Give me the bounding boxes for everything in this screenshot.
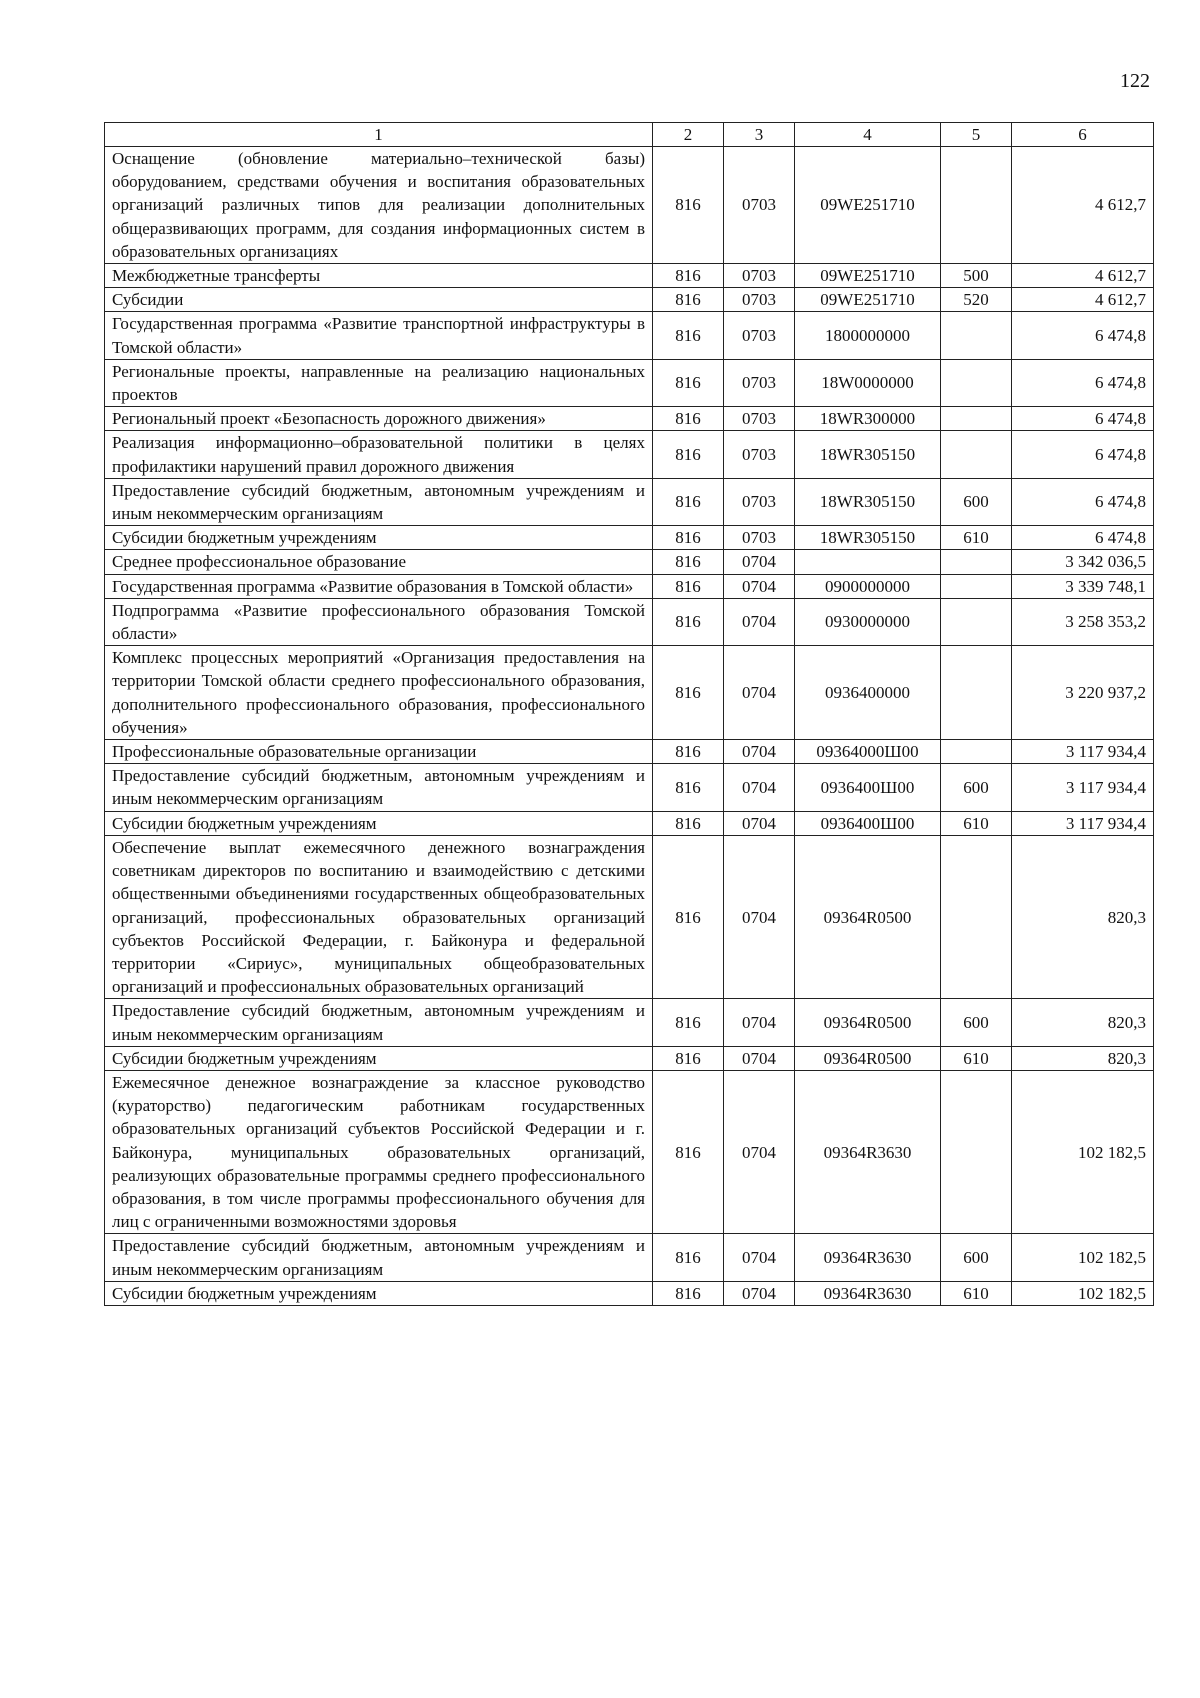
table-row xyxy=(105,1234,1154,1281)
row-ministry-code: 816 xyxy=(653,598,724,645)
row-section-code: 0704 xyxy=(724,1234,795,1281)
row-amount: 820,3 xyxy=(1012,1046,1154,1070)
table-row xyxy=(105,431,1154,478)
row-expense-type: 610 xyxy=(941,1046,1012,1070)
row-name: Комплекс процессных мероприятий «Организация предоставления на территории Томской области среднего профессионального образования, дополнительного профессионального образования, профессионального обучения» xyxy=(105,646,653,740)
table-row xyxy=(105,811,1154,835)
budget-table xyxy=(104,122,1154,1306)
row-expense-type: 600 xyxy=(941,764,1012,811)
row-section-code: 0703 xyxy=(724,431,795,478)
row-target-article: 09364R3630 xyxy=(795,1234,941,1281)
row-name: Предоставление субсидий бюджетным, автономным учреждениям и иным некоммерческим организациям xyxy=(105,478,653,525)
row-ministry-code: 816 xyxy=(653,574,724,598)
row-amount: 3 117 934,4 xyxy=(1012,811,1154,835)
row-section-code: 0704 xyxy=(724,1281,795,1305)
row-expense-type: 610 xyxy=(941,811,1012,835)
row-ministry-code: 816 xyxy=(653,1281,724,1305)
row-section-code: 0704 xyxy=(724,835,795,998)
row-expense-type xyxy=(941,550,1012,574)
row-target-article: 0900000000 xyxy=(795,574,941,598)
table-row xyxy=(105,478,1154,525)
row-name: Региональный проект «Безопасность дорожного движения» xyxy=(105,407,653,431)
table-row xyxy=(105,312,1154,359)
row-expense-type: 600 xyxy=(941,1234,1012,1281)
row-ministry-code: 816 xyxy=(653,1234,724,1281)
row-section-code: 0704 xyxy=(724,764,795,811)
row-target-article xyxy=(795,550,941,574)
row-expense-type xyxy=(941,312,1012,359)
row-name: Региональные проекты, направленные на реализацию национальных проектов xyxy=(105,359,653,406)
row-target-article: 09364000Ш00 xyxy=(795,740,941,764)
row-expense-type: 610 xyxy=(941,526,1012,550)
row-ministry-code: 816 xyxy=(653,835,724,998)
row-section-code: 0703 xyxy=(724,526,795,550)
row-name: Среднее профессиональное образование xyxy=(105,550,653,574)
row-amount: 3 117 934,4 xyxy=(1012,764,1154,811)
row-ministry-code: 816 xyxy=(653,407,724,431)
row-ministry-code: 816 xyxy=(653,478,724,525)
row-section-code: 0704 xyxy=(724,1070,795,1233)
row-amount: 3 258 353,2 xyxy=(1012,598,1154,645)
row-expense-type xyxy=(941,646,1012,740)
row-expense-type xyxy=(941,407,1012,431)
row-section-code: 0704 xyxy=(724,574,795,598)
row-name: Межбюджетные трансферты xyxy=(105,264,653,288)
page-number: 122 xyxy=(1120,70,1150,92)
row-section-code: 0704 xyxy=(724,550,795,574)
row-target-article: 18WR305150 xyxy=(795,526,941,550)
row-ministry-code: 816 xyxy=(653,764,724,811)
row-name: Субсидии xyxy=(105,288,653,312)
row-section-code: 0703 xyxy=(724,478,795,525)
row-ministry-code: 816 xyxy=(653,1046,724,1070)
row-amount: 6 474,8 xyxy=(1012,407,1154,431)
row-section-code: 0703 xyxy=(724,312,795,359)
header-cell: 3 xyxy=(724,123,795,147)
table-row xyxy=(105,1046,1154,1070)
row-target-article: 18W0000000 xyxy=(795,359,941,406)
row-target-article: 09364R0500 xyxy=(795,999,941,1046)
row-ministry-code: 816 xyxy=(653,312,724,359)
row-amount: 6 474,8 xyxy=(1012,478,1154,525)
row-amount: 4 612,7 xyxy=(1012,264,1154,288)
row-expense-type: 520 xyxy=(941,288,1012,312)
row-amount: 6 474,8 xyxy=(1012,431,1154,478)
row-target-article: 0930000000 xyxy=(795,598,941,645)
row-amount: 6 474,8 xyxy=(1012,312,1154,359)
row-amount: 6 474,8 xyxy=(1012,359,1154,406)
row-name: Реализация информационно–образовательной политики в целях профилактики нарушений правил дорожного движения xyxy=(105,431,653,478)
row-name: Субсидии бюджетным учреждениям xyxy=(105,1046,653,1070)
row-section-code: 0704 xyxy=(724,740,795,764)
row-section-code: 0703 xyxy=(724,288,795,312)
row-amount: 3 220 937,2 xyxy=(1012,646,1154,740)
row-section-code: 0704 xyxy=(724,811,795,835)
row-section-code: 0703 xyxy=(724,147,795,264)
row-target-article: 09364R3630 xyxy=(795,1070,941,1233)
row-expense-type xyxy=(941,147,1012,264)
row-amount: 102 182,5 xyxy=(1012,1281,1154,1305)
row-amount: 820,3 xyxy=(1012,835,1154,998)
row-name: Профессиональные образовательные организации xyxy=(105,740,653,764)
row-target-article: 18WR305150 xyxy=(795,431,941,478)
row-name: Оснащение (обновление материально–технической базы) оборудованием, средствами обучения и воспитания образовательных организаций различных типов для реализации дополнительных общеразвивающих программ, для создания информационных систем в образовательных организациях xyxy=(105,147,653,264)
header-row xyxy=(105,123,1154,147)
row-target-article: 18WR305150 xyxy=(795,478,941,525)
row-ministry-code: 816 xyxy=(653,288,724,312)
row-ministry-code: 816 xyxy=(653,1070,724,1233)
row-ministry-code: 816 xyxy=(653,999,724,1046)
row-target-article: 09364R0500 xyxy=(795,835,941,998)
table-row xyxy=(105,526,1154,550)
row-expense-type xyxy=(941,835,1012,998)
row-amount: 3 342 036,5 xyxy=(1012,550,1154,574)
row-name: Подпрограмма «Развитие профессионального образования Томской области» xyxy=(105,598,653,645)
row-target-article: 0936400Ш00 xyxy=(795,811,941,835)
row-target-article: 09WE251710 xyxy=(795,264,941,288)
row-target-article: 1800000000 xyxy=(795,312,941,359)
table-row xyxy=(105,407,1154,431)
row-section-code: 0703 xyxy=(724,264,795,288)
row-amount: 102 182,5 xyxy=(1012,1070,1154,1233)
row-section-code: 0703 xyxy=(724,359,795,406)
row-ministry-code: 816 xyxy=(653,646,724,740)
row-ministry-code: 816 xyxy=(653,811,724,835)
table-row xyxy=(105,550,1154,574)
row-ministry-code: 816 xyxy=(653,264,724,288)
row-expense-type xyxy=(941,1070,1012,1233)
row-amount: 4 612,7 xyxy=(1012,147,1154,264)
row-expense-type xyxy=(941,359,1012,406)
row-amount: 3 117 934,4 xyxy=(1012,740,1154,764)
row-amount: 820,3 xyxy=(1012,999,1154,1046)
table-row xyxy=(105,835,1154,998)
row-ministry-code: 816 xyxy=(653,147,724,264)
row-expense-type xyxy=(941,740,1012,764)
row-section-code: 0704 xyxy=(724,598,795,645)
row-expense-type: 500 xyxy=(941,264,1012,288)
table-row xyxy=(105,598,1154,645)
row-section-code: 0704 xyxy=(724,1046,795,1070)
table-row xyxy=(105,264,1154,288)
table-row xyxy=(105,359,1154,406)
table-row xyxy=(105,646,1154,740)
row-target-article: 09364R0500 xyxy=(795,1046,941,1070)
header-cell: 1 xyxy=(105,123,653,147)
row-name: Предоставление субсидий бюджетным, автономным учреждениям и иным некоммерческим организациям xyxy=(105,999,653,1046)
table-row xyxy=(105,999,1154,1046)
row-ministry-code: 816 xyxy=(653,550,724,574)
row-ministry-code: 816 xyxy=(653,740,724,764)
row-expense-type: 600 xyxy=(941,999,1012,1046)
row-ministry-code: 816 xyxy=(653,526,724,550)
row-section-code: 0704 xyxy=(724,999,795,1046)
row-name: Государственная программа «Развитие образования в Томской области» xyxy=(105,574,653,598)
row-amount: 6 474,8 xyxy=(1012,526,1154,550)
row-section-code: 0704 xyxy=(724,646,795,740)
table-row xyxy=(105,574,1154,598)
row-name: Субсидии бюджетным учреждениям xyxy=(105,811,653,835)
row-amount: 4 612,7 xyxy=(1012,288,1154,312)
row-target-article: 0936400000 xyxy=(795,646,941,740)
table-row xyxy=(105,288,1154,312)
row-name: Субсидии бюджетным учреждениям xyxy=(105,526,653,550)
table-row xyxy=(105,740,1154,764)
header-cell: 2 xyxy=(653,123,724,147)
row-name: Государственная программа «Развитие транспортной инфраструктуры в Томской области» xyxy=(105,312,653,359)
row-expense-type: 610 xyxy=(941,1281,1012,1305)
row-expense-type xyxy=(941,431,1012,478)
row-amount: 102 182,5 xyxy=(1012,1234,1154,1281)
row-expense-type xyxy=(941,598,1012,645)
row-target-article: 18WR300000 xyxy=(795,407,941,431)
row-name: Ежемесячное денежное вознаграждение за классное руководство (кураторство) педагогическим работникам государственных образовательных организаций субъектов Российской Федерации и г. Байконура, муниципальных образовательных организаций, реализующих образовательные программы среднего профессионального образования, в том числе программы профессионального обучения для лиц с ограниченными возможностями здоровья xyxy=(105,1070,653,1233)
row-name: Обеспечение выплат ежемесячного денежного вознаграждения советникам директоров по воспитанию и взаимодействию с детскими общественными объединениями государственных общеобразовательных организаций, профессиональных образовательных организаций субъектов Российской Федерации, г. Байконура и федеральной территории «Сириус», муниципальных общеобразовательных организаций и профессиональных образовательных организаций xyxy=(105,835,653,998)
row-name: Предоставление субсидий бюджетным, автономным учреждениям и иным некоммерческим организациям xyxy=(105,1234,653,1281)
table-row xyxy=(105,1070,1154,1233)
row-expense-type: 600 xyxy=(941,478,1012,525)
row-section-code: 0703 xyxy=(724,407,795,431)
header-cell: 4 xyxy=(795,123,941,147)
row-target-article: 09WE251710 xyxy=(795,288,941,312)
row-ministry-code: 816 xyxy=(653,359,724,406)
row-name: Предоставление субсидий бюджетным, автономным учреждениям и иным некоммерческим организациям xyxy=(105,764,653,811)
table-row xyxy=(105,147,1154,264)
row-target-article: 09364R3630 xyxy=(795,1281,941,1305)
header-cell: 5 xyxy=(941,123,1012,147)
row-expense-type xyxy=(941,574,1012,598)
row-target-article: 09WE251710 xyxy=(795,147,941,264)
row-target-article: 0936400Ш00 xyxy=(795,764,941,811)
row-name: Субсидии бюджетным учреждениям xyxy=(105,1281,653,1305)
header-cell: 6 xyxy=(1012,123,1154,147)
table-row xyxy=(105,764,1154,811)
table-row xyxy=(105,1281,1154,1305)
row-ministry-code: 816 xyxy=(653,431,724,478)
row-amount: 3 339 748,1 xyxy=(1012,574,1154,598)
